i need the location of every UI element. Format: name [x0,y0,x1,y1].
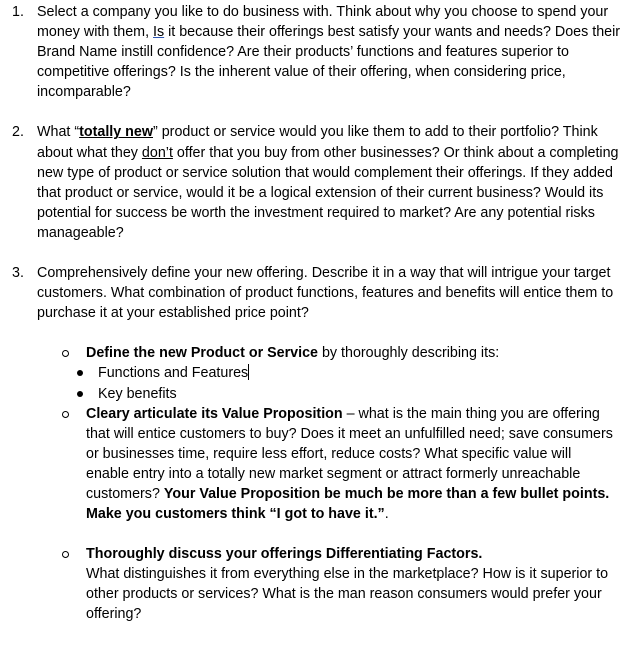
question-2-text-a: What “ [37,124,80,141]
circle-bullet-icon [62,411,69,418]
question-2 [12,122,623,243]
sub-item-value-text [86,404,618,525]
question-2-dont: don’t [141,144,173,161]
question-3 [12,263,623,323]
question-1-text-a: Select a company you like to do business with. Think about why you choose to spend your money with them, [37,4,609,41]
bullet-dot-icon [77,370,83,376]
circle-bullet-icon [62,350,69,357]
question-3-text: Comprehensively define your new offering. Describe it in a way that will intrigue your target customers. What combination of product functions, features and benefits will entice them to purchase it at your established price point? [37,265,614,322]
bullet-item [98,363,628,383]
document-body [0,2,628,625]
question-1-text-b: it because their offerings best satisfy your wants and needs? Does their Brand Name instill confidence? Are their products’ functions and features superior to competitive offerings? Is the inherent value of their offering, when considering price, incomparable? [37,24,621,101]
sub-item-define-bold: Define the new Product or Service [86,345,318,362]
sub-item-diff-bold: Thoroughly discuss your offerings Differentiating Factors. [86,546,483,563]
sub-item-value-proposition [86,404,618,525]
circle-bullet-icon [62,551,69,558]
bullet-dot-icon [77,391,83,397]
bullet-key-benefits: Key benefits [98,385,177,402]
text-cursor [248,364,249,380]
sub-item-value-bold-end: Your Value Proposition be much be more than a few bullet points. Make you customers think “I got to have it.” [86,485,610,523]
question-2-text [37,122,623,243]
bullet-functions-features: Functions and Features [98,365,249,382]
question-2-totally-new: totally new [79,124,153,141]
question-1 [12,2,623,102]
sub-item-differentiating [86,544,618,624]
sub-item-define-text [86,343,618,363]
define-bullet-list [98,363,628,403]
question-2-number: 2. [12,124,24,141]
question-2-text-b: ” product or service would you like them to add to their portfolio? Think about what they [37,124,598,161]
question-2-text-c: offer that you buy from other businesses? Or think about a completing new type of product or service solution that would complement their offerings. If they added that product or service, would it be a logical extension of their current business? Would its potential for success be worth the investment required to market? Are any potential risks manageable? [37,144,619,241]
sub-item-define-rest: by thoroughly describing its: [318,345,500,362]
question-3-number: 3. [12,265,24,282]
sub-item-diff-text: What distinguishes it from everything else in the marketplace? How is it superior to other products or services? What is the man reason consumers would prefer your offering? [86,566,609,623]
question-1-number: 1. [12,4,24,20]
sub-item-value-bold: Cleary articulate its Value Proposition [86,405,343,422]
sub-item-value-rest: – what is the main thing you are offering that will entice customers to buy? Does it meet an unfulfilled need; save consumers or businesses time, require less effort, reduce costs? What specific value will enable entry into a totally new market segment or attract formerly unreachable customers? [86,405,613,502]
sub-item-value-end: . [384,506,389,523]
sub-item-define [86,343,618,363]
sub-item-diff-heading [86,544,618,564]
bullet-item [98,384,628,404]
question-1-is-word: Is [153,24,165,41]
question-1-text [37,2,623,102]
